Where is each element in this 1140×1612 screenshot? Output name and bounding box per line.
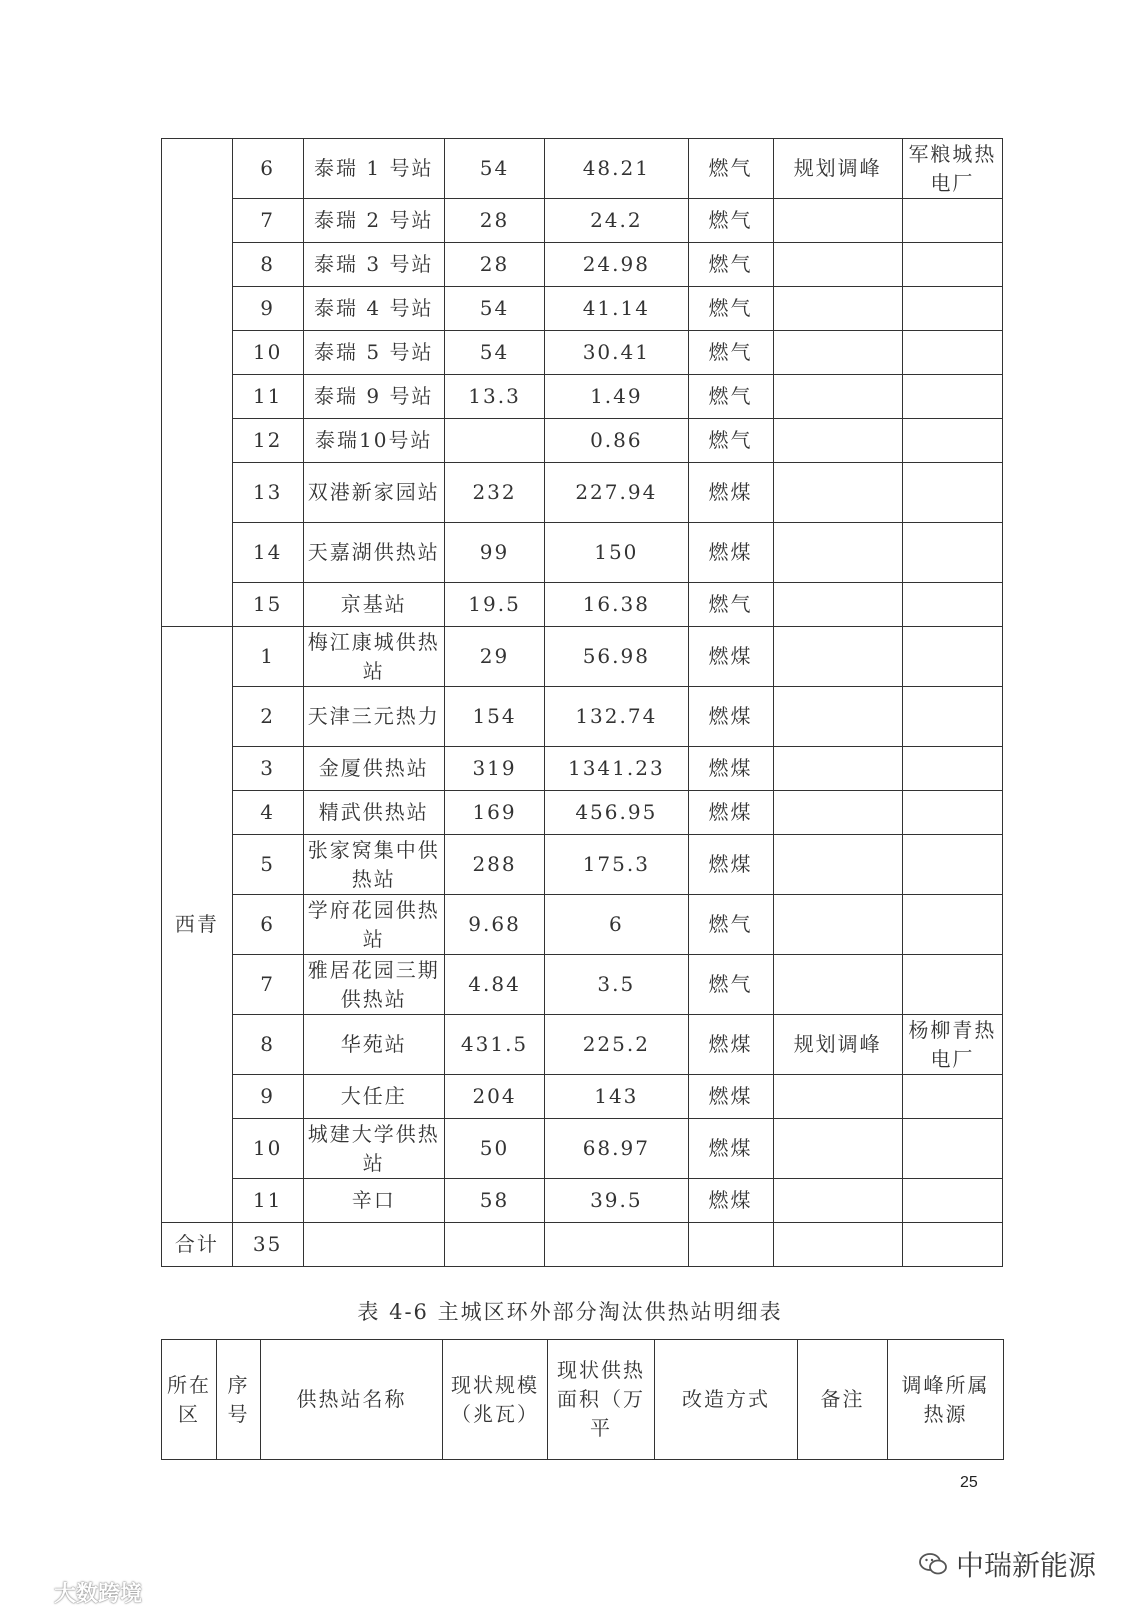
table-row	[162, 243, 1003, 287]
watermark-right	[918, 1544, 1096, 1584]
scale-value: 29	[445, 627, 545, 687]
source-cell	[902, 583, 1002, 627]
station-name: 泰瑞10号站	[303, 419, 445, 463]
scale-value	[445, 419, 545, 463]
table-row	[162, 375, 1003, 419]
method-cell	[773, 583, 902, 627]
fuel-type: 燃气	[688, 199, 773, 243]
row-number: 15	[232, 583, 303, 627]
scale-value: 288	[445, 835, 545, 895]
total-label: 合计	[162, 1223, 233, 1267]
fuel-type: 燃气	[688, 955, 773, 1015]
area-value: 143	[545, 1075, 689, 1119]
brand-logo-icon	[16, 1581, 50, 1603]
method-cell	[773, 1179, 902, 1223]
row-number: 9	[232, 287, 303, 331]
station-name: 城建大学供热站	[303, 1119, 445, 1179]
station-name: 泰瑞 3 号站	[303, 243, 445, 287]
empty-cell	[545, 1223, 689, 1267]
row-number: 7	[232, 955, 303, 1015]
scale-value: 50	[445, 1119, 545, 1179]
source-cell	[902, 791, 1002, 835]
row-number: 9	[232, 1075, 303, 1119]
scale-value: 13.3	[445, 375, 545, 419]
area-value: 39.5	[545, 1179, 689, 1223]
source-cell	[902, 687, 1002, 747]
table-row	[162, 627, 1003, 687]
header-row	[162, 1340, 1004, 1460]
row-number: 11	[232, 1179, 303, 1223]
row-number: 10	[232, 1119, 303, 1179]
station-name: 雅居花园三期供热站	[303, 955, 445, 1015]
page-number: 25	[960, 1474, 978, 1491]
station-name: 泰瑞 4 号站	[303, 287, 445, 331]
area-value: 56.98	[545, 627, 689, 687]
area-value: 1.49	[545, 375, 689, 419]
source-cell	[902, 1119, 1002, 1179]
source-cell	[902, 747, 1002, 791]
table-row	[162, 331, 1003, 375]
method-cell: 规划调峰	[773, 1015, 902, 1075]
fuel-type: 燃煤	[688, 687, 773, 747]
scale-value: 169	[445, 791, 545, 835]
row-number: 6	[232, 895, 303, 955]
method-cell	[773, 747, 902, 791]
area-value: 6	[545, 895, 689, 955]
col-scale: 现状规模（兆瓦）	[443, 1340, 548, 1460]
method-cell	[773, 1119, 902, 1179]
watermark-left	[16, 1577, 142, 1607]
scale-value: 28	[445, 243, 545, 287]
method-cell	[773, 791, 902, 835]
row-number: 10	[232, 331, 303, 375]
empty-cell	[688, 1223, 773, 1267]
area-value: 24.98	[545, 243, 689, 287]
col-method: 改造方式	[655, 1340, 798, 1460]
area-value: 225.2	[545, 1015, 689, 1075]
table-row	[162, 1075, 1003, 1119]
method-cell	[773, 627, 902, 687]
method-cell	[773, 955, 902, 1015]
station-name: 京基站	[303, 583, 445, 627]
fuel-type: 燃煤	[688, 747, 773, 791]
method-cell	[773, 199, 902, 243]
station-name: 天津三元热力	[303, 687, 445, 747]
col-remark: 备注	[798, 1340, 888, 1460]
fuel-type: 燃煤	[688, 1015, 773, 1075]
row-number: 1	[232, 627, 303, 687]
station-name: 学府花园供热站	[303, 895, 445, 955]
station-name: 金厦供热站	[303, 747, 445, 791]
station-name: 泰瑞 2 号站	[303, 199, 445, 243]
fuel-type: 燃煤	[688, 1075, 773, 1119]
area-value: 30.41	[545, 331, 689, 375]
scale-value: 99	[445, 523, 545, 583]
fuel-type: 燃煤	[688, 791, 773, 835]
fuel-type: 燃气	[688, 375, 773, 419]
area-value: 0.86	[545, 419, 689, 463]
watermark-left-text: 大数跨境	[54, 1581, 143, 1607]
method-cell	[773, 375, 902, 419]
empty-cell	[773, 1223, 902, 1267]
wechat-icon	[918, 1551, 948, 1577]
fuel-type: 燃气	[688, 895, 773, 955]
empty-cell	[445, 1223, 545, 1267]
scale-value: 58	[445, 1179, 545, 1223]
station-name: 张家窝集中供热站	[303, 835, 445, 895]
method-cell	[773, 523, 902, 583]
source-cell	[902, 955, 1002, 1015]
row-number: 13	[232, 463, 303, 523]
area-value: 48.21	[545, 139, 689, 199]
method-cell	[773, 687, 902, 747]
scale-value: 4.84	[445, 955, 545, 1015]
row-number: 2	[232, 687, 303, 747]
row-number: 11	[232, 375, 303, 419]
col-district: 所在区	[162, 1340, 217, 1460]
area-value: 227.94	[545, 463, 689, 523]
area-value: 24.2	[545, 199, 689, 243]
method-cell: 规划调峰	[773, 139, 902, 199]
area-value: 456.95	[545, 791, 689, 835]
area-value: 41.14	[545, 287, 689, 331]
row-number: 7	[232, 199, 303, 243]
table-row	[162, 1119, 1003, 1179]
scale-value: 431.5	[445, 1015, 545, 1075]
table-row	[162, 199, 1003, 243]
table-row	[162, 287, 1003, 331]
district-cell: 西青	[162, 627, 233, 1223]
fuel-type: 燃煤	[688, 1179, 773, 1223]
fuel-type: 燃煤	[688, 463, 773, 523]
source-cell	[902, 523, 1002, 583]
source-cell	[902, 419, 1002, 463]
fuel-type: 燃气	[688, 243, 773, 287]
table-row	[162, 1179, 1003, 1223]
method-cell	[773, 419, 902, 463]
col-station-name: 供热站名称	[261, 1340, 443, 1460]
fuel-type: 燃气	[688, 419, 773, 463]
fuel-type: 燃煤	[688, 523, 773, 583]
total-value: 35	[232, 1223, 303, 1267]
table-row	[162, 583, 1003, 627]
scale-value: 54	[445, 139, 545, 199]
fuel-type: 燃煤	[688, 627, 773, 687]
table-row	[162, 463, 1003, 523]
scale-value: 54	[445, 287, 545, 331]
table-row	[162, 791, 1003, 835]
table-row	[162, 955, 1003, 1015]
row-number: 4	[232, 791, 303, 835]
source-cell	[902, 895, 1002, 955]
table-row	[162, 139, 1003, 199]
row-number: 3	[232, 747, 303, 791]
station-name: 双港新家园站	[303, 463, 445, 523]
row-number: 6	[232, 139, 303, 199]
scale-value: 204	[445, 1075, 545, 1119]
heating-station-table	[161, 138, 1003, 1267]
table-row	[162, 687, 1003, 747]
method-cell	[773, 1075, 902, 1119]
row-number: 5	[232, 835, 303, 895]
col-number: 序号	[217, 1340, 261, 1460]
fuel-type: 燃煤	[688, 1119, 773, 1179]
table-row	[162, 523, 1003, 583]
station-name: 华苑站	[303, 1015, 445, 1075]
row-number: 8	[232, 243, 303, 287]
scale-value: 9.68	[445, 895, 545, 955]
table-row	[162, 419, 1003, 463]
source-cell: 军粮城热电厂	[902, 139, 1002, 199]
source-cell	[902, 331, 1002, 375]
source-cell	[902, 627, 1002, 687]
method-cell	[773, 895, 902, 955]
method-cell	[773, 331, 902, 375]
table-row	[162, 895, 1003, 955]
area-value: 3.5	[545, 955, 689, 1015]
table-row	[162, 1015, 1003, 1075]
watermark-right-text: 中瑞新能源	[956, 1549, 1097, 1582]
fuel-type: 燃气	[688, 287, 773, 331]
fuel-type: 燃气	[688, 583, 773, 627]
row-number: 14	[232, 523, 303, 583]
source-cell	[902, 287, 1002, 331]
col-source: 调峰所属热源	[888, 1340, 1004, 1460]
source-cell	[902, 1075, 1002, 1119]
table-row	[162, 835, 1003, 895]
row-number: 12	[232, 419, 303, 463]
source-cell	[902, 199, 1002, 243]
station-name: 泰瑞 9 号站	[303, 375, 445, 419]
scale-value: 54	[445, 331, 545, 375]
table-row	[162, 747, 1003, 791]
station-name: 辛口	[303, 1179, 445, 1223]
scale-value: 19.5	[445, 583, 545, 627]
source-cell	[902, 1179, 1002, 1223]
method-cell	[773, 243, 902, 287]
source-cell	[902, 243, 1002, 287]
scale-value: 154	[445, 687, 545, 747]
eliminated-stations-table-header	[161, 1339, 1004, 1460]
source-cell	[902, 375, 1002, 419]
method-cell	[773, 287, 902, 331]
area-value: 1341.23	[545, 747, 689, 791]
table-caption: 表 4-6 主城区环外部分淘汰供热站明细表	[357, 1300, 783, 1324]
scale-value: 28	[445, 199, 545, 243]
area-value: 16.38	[545, 583, 689, 627]
row-number: 8	[232, 1015, 303, 1075]
empty-cell	[303, 1223, 445, 1267]
station-name: 精武供热站	[303, 791, 445, 835]
fuel-type: 燃气	[688, 139, 773, 199]
station-name: 泰瑞 5 号站	[303, 331, 445, 375]
area-value: 68.97	[545, 1119, 689, 1179]
scale-value: 232	[445, 463, 545, 523]
area-value: 150	[545, 523, 689, 583]
station-name: 天嘉湖供热站	[303, 523, 445, 583]
method-cell	[773, 463, 902, 523]
station-name: 大任庄	[303, 1075, 445, 1119]
method-cell	[773, 835, 902, 895]
station-name: 泰瑞 1 号站	[303, 139, 445, 199]
col-area: 现状供热面积（万平	[548, 1340, 655, 1460]
total-row	[162, 1223, 1003, 1267]
area-value: 132.74	[545, 687, 689, 747]
source-cell: 杨柳青热电厂	[902, 1015, 1002, 1075]
area-value: 175.3	[545, 835, 689, 895]
empty-cell	[902, 1223, 1002, 1267]
station-name: 梅江康城供热站	[303, 627, 445, 687]
fuel-type: 燃气	[688, 331, 773, 375]
source-cell	[902, 463, 1002, 523]
scale-value: 319	[445, 747, 545, 791]
fuel-type: 燃煤	[688, 835, 773, 895]
district-cell	[162, 139, 233, 627]
source-cell	[902, 835, 1002, 895]
